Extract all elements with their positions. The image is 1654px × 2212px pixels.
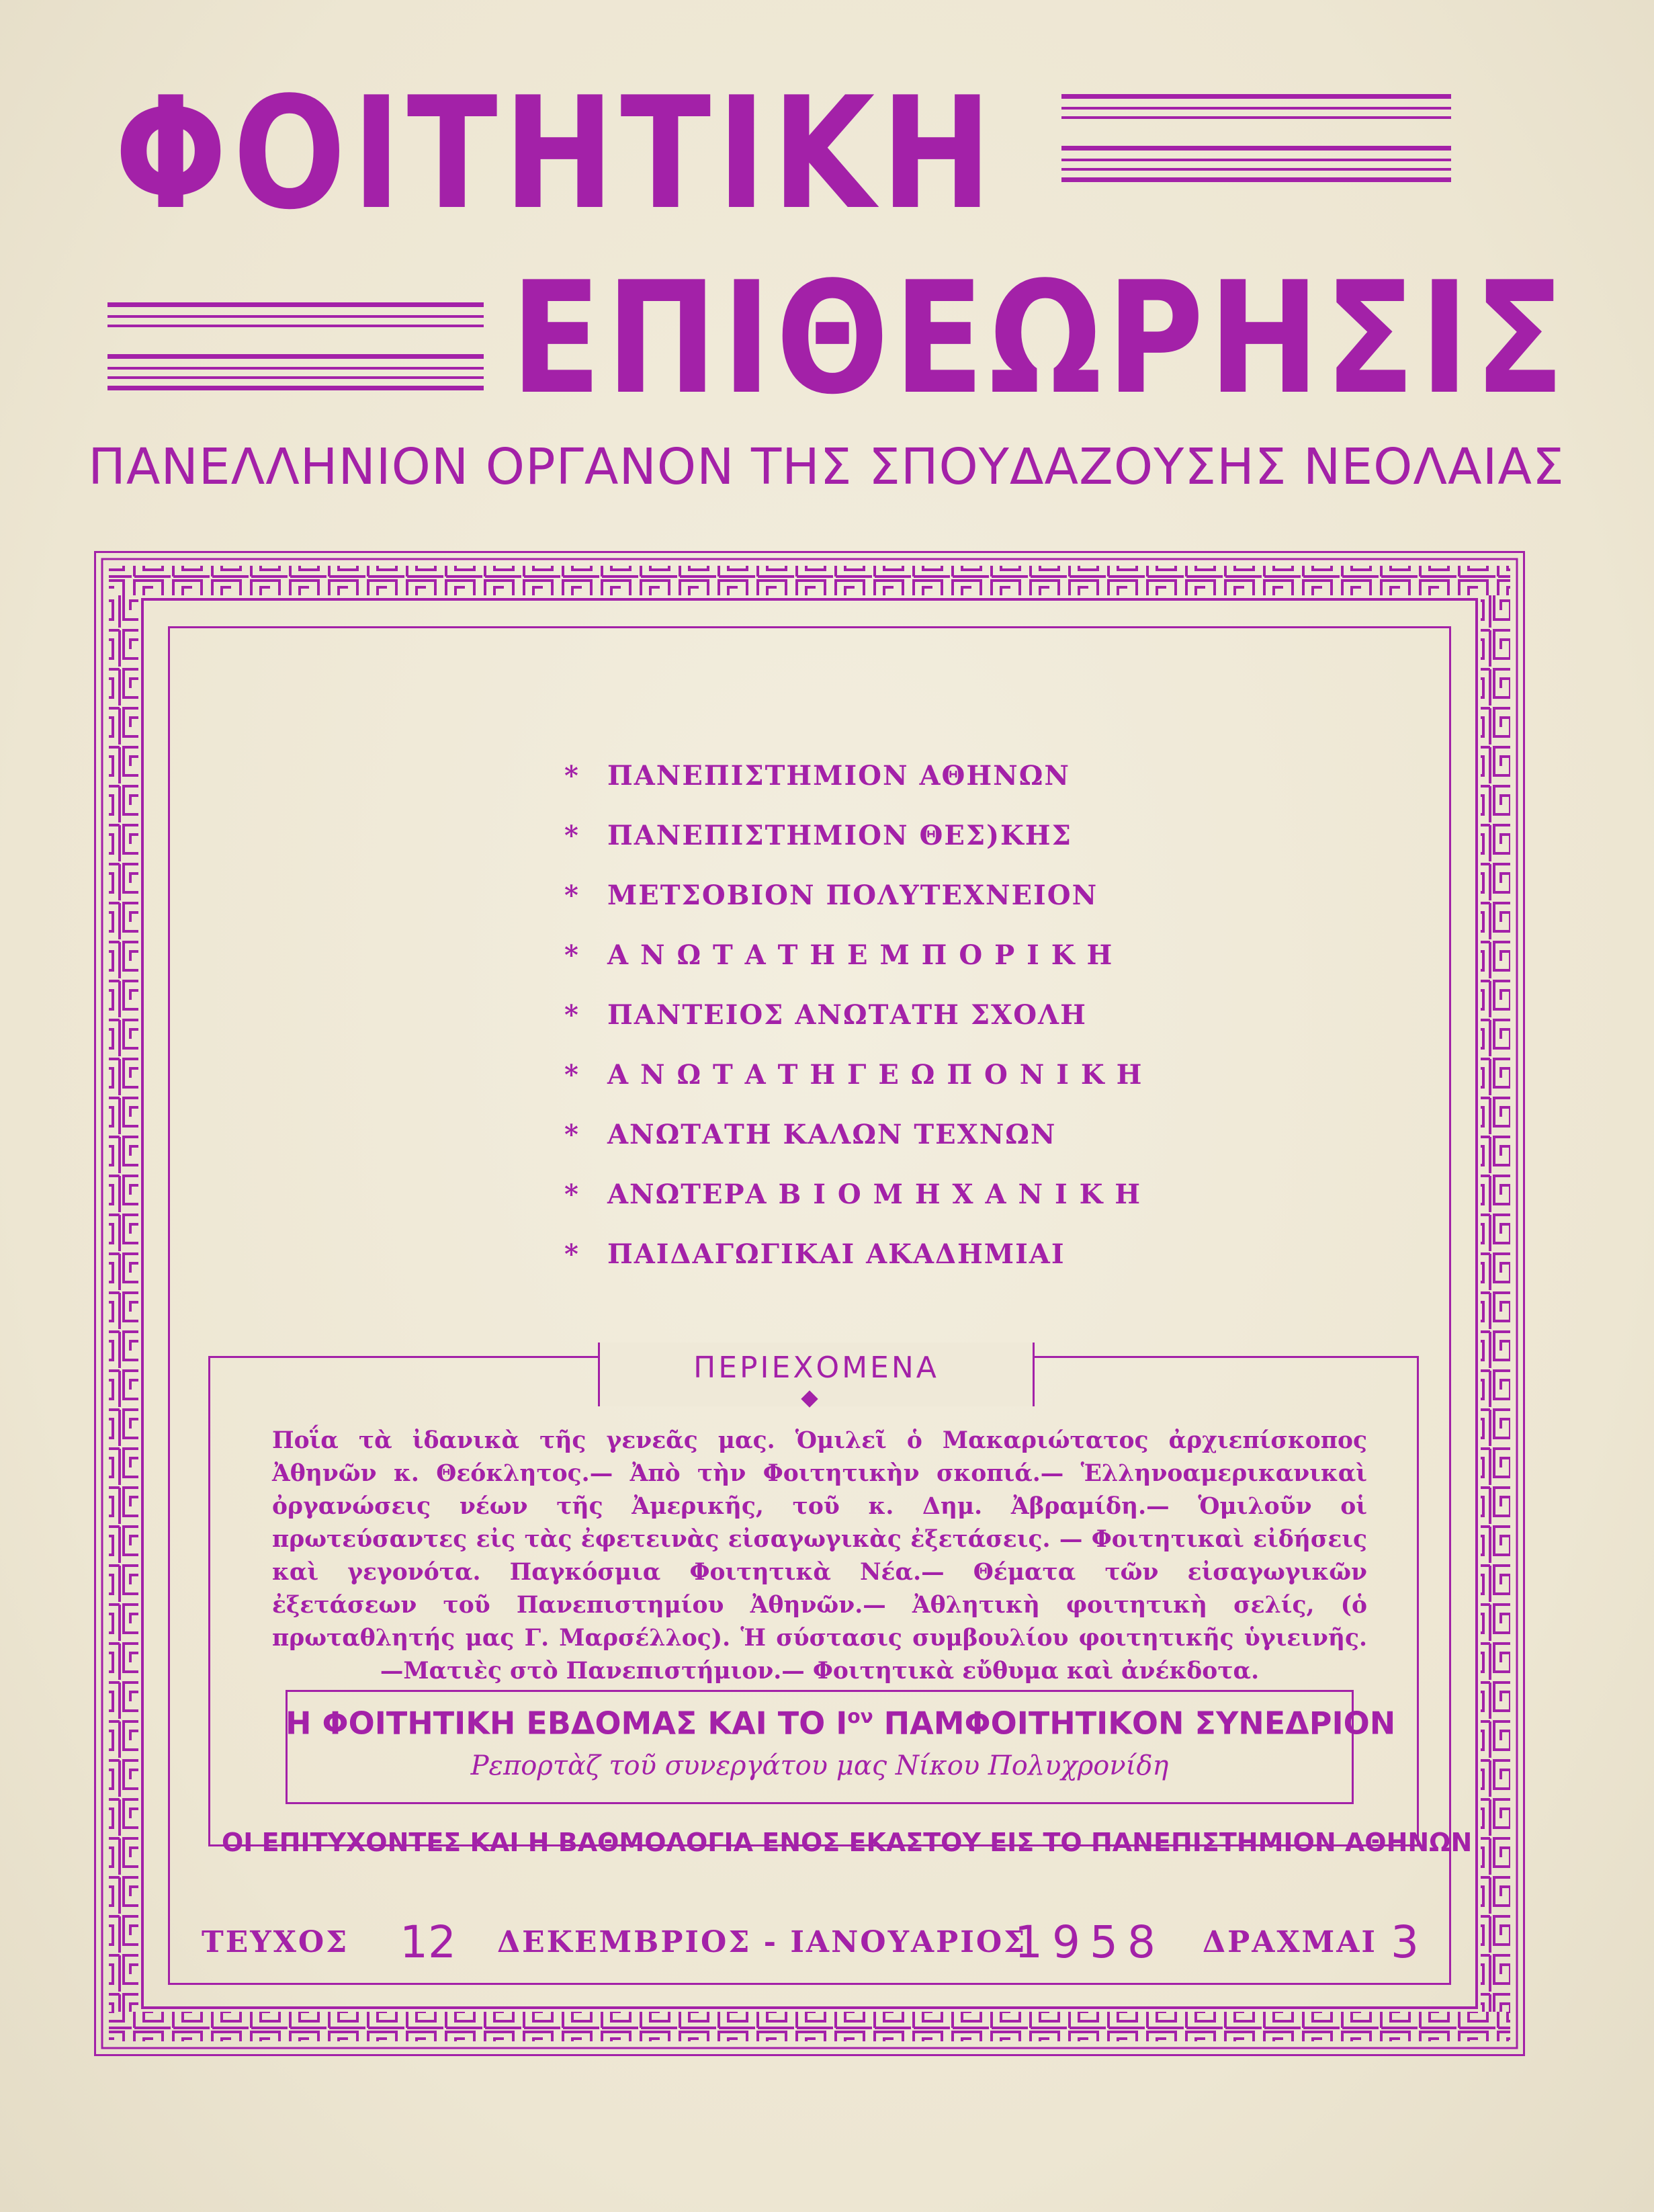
contents-text: Ποΐα τὰ ἰδανικὰ τῆς γενεᾶς μας. Ὁμιλεῖ ὁ Μακαριώτατος ἀρχιεπίσκοπος Ἀθηνῶν κ. Θεόκλητος.— Ἀπὸ τὴν Φοιτητικὴν σκοπιά.— Ἑλληνοαμερικανικαὶ ὀργανώσεις νέων τῆς Ἀμερικῆς, τοῦ κ. Δημ. Ἀβραμίδη.— Ὁμιλοῦν οἱ πρωτεύσαντες εἰς τὰς ἐφετεινὰς εἰσαγωγικὰς ἐξετάσεις. — Φοιτητικαὶ εἰδήσεις καὶ γεγονότα. Παγκόσμια Φοιτητικὰ Νέα.— Θέματα τῶν εἰσαγωγικῶν ἐξετάσεων τοῦ Πανεπιστημίου Ἀθηνῶν.— Ἀθλητικὴ φοιτητικὴ σελίς, (ὁ πρωταθλητής μας Γ. Μαρσέλλος). Ἡ σύστασις συμβουλίου φοιτητικῆς ὑγιεινῆς.—Ματιὲς στὸ Πανεπιστήμιον.— Φοιτητικὰ εὔθυμα καὶ ἀνέκδοτα. [272,1427,1367,1685]
contents-title: ΠΕΡΙΕΧΟΜΕΝΑ [693,1351,939,1385]
masthead-subtitle: ΠΑΝΕΛΛΗΝΙΟΝ ΟΡΓΑΝΟΝ ΤΗΣ ΣΠΟΥΔΑΖΟΥΣΗΣ ΝΕΟΛΑΙΑΣ [88,438,1565,496]
list-item: * Α Ν Ω Τ Α Τ Η Γ Ε Ω Π Ο Ν Ι Κ Η [564,1045,1115,1105]
star-icon: * [564,760,580,792]
star-icon: * [564,1238,580,1270]
schools-list [564,746,1143,1284]
star-icon: * [564,820,580,851]
masthead-rules-right [1061,94,1451,190]
list-item: * ΑΝΩΤΕΡΑ Β Ι Ο Μ Η Χ Α Ν Ι Κ Η [564,1164,1115,1224]
issue-label: ΤΕΥΧΟΣ [202,1925,349,1959]
star-icon: * [564,999,580,1031]
star-icon: * [564,1059,580,1091]
masthead-rules-left [107,302,484,398]
list-item: * ΜΕΤΣΟΒΙΟΝ ΠΟΛΥΤΕΧΝΕΙΟΝ [564,865,1115,925]
list-item: * ΠΑΝΕΠΙΣΤΗΜΙΟΝ ΑΘΗΝΩΝ [564,746,1115,806]
price-label: ΔΡΑΧΜΑΙ [1203,1925,1377,1959]
masthead-line-1: ΦΟΙΤΗΤΙΚΗ [114,65,998,244]
list-item: * ΑΝΩΤΑΤΗ ΚΑΛΩΝ ΤΕΧΝΩΝ [564,1105,1115,1164]
issue-number: 12 [400,1916,456,1968]
masthead-line-2: ΕΠΙΘΕΩΡΗΣΙΣ [511,249,1569,429]
report-title: Η ΦΟΙΤΗΤΙΚΗ ΕΒΔΟΜΑΣ ΚΑΙ ΤΟ $I^{o\nu}$ ΠΑΜΦΟΙΤΗΤΙΚΟΝ ΣΥΝΕΔΡΙΟΝ [286,1705,1396,1742]
issue-months: ΔΕΚΕΜΒΡΙΟΣ - ΙΑΝΟΥΑΡΙΟΣ [497,1925,1027,1959]
report-byline: Ρεπορτὰζ τοῦ συνεργάτου μας Νίκου Πολυχρονίδη [470,1750,1169,1781]
star-icon: * [564,1179,580,1210]
list-item: * ΠΑΝΕΠΙΣΤΗΜΙΟΝ ΘΕΣ)ΚΗΣ [564,806,1115,865]
issue-line [202,1912,1444,1973]
winners-headline: ΟΙ ΕΠΙΤΥΧΟΝΤΕΣ ΚΑΙ Η ΒΑΘΜΟΛΟΓΙΑ ΕΝΟΣ ΕΚΑΣΤΟΥ ΕΙΣ ΤΟ ΠΑΝΕΠΙΣΤΗΜΙΟΝ ΑΘΗΝΩΝ [222,1828,1473,1857]
star-icon: * [564,880,580,911]
star-icon: * [564,939,580,971]
issue-year: 1958 [1014,1916,1165,1968]
price-value: 3 [1391,1916,1419,1968]
list-item: * Α Ν Ω Τ Α Τ Η Ε Μ Π Ο Ρ Ι Κ Η [564,925,1115,985]
list-item: * ΠΑΝΤΕΙΟΣ ΑΝΩΤΑΤΗ ΣΧΟΛΗ [564,985,1115,1045]
list-item: * ΠΑΙΔΑΓΩΓΙΚΑΙ ΑΚΑΔΗΜΙΑΙ [564,1224,1115,1284]
star-icon: * [564,1119,580,1150]
